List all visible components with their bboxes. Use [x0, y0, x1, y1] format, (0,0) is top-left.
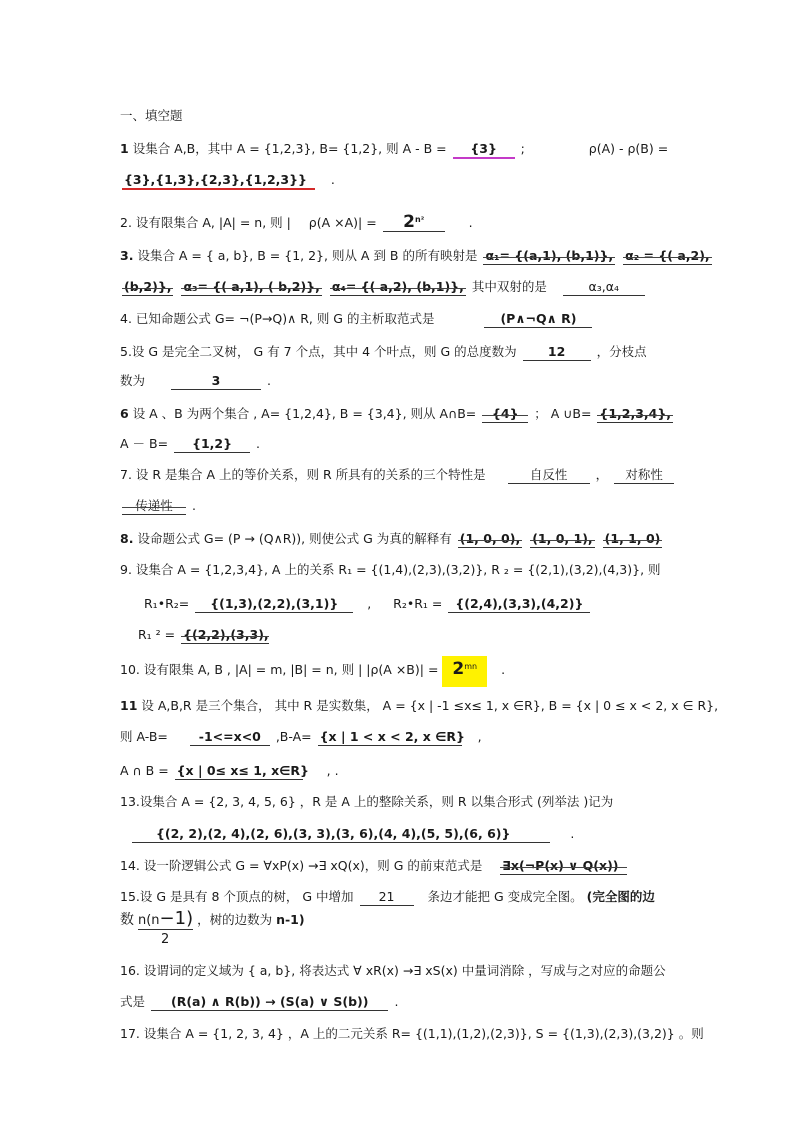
question-text-2: 条边才能把 G 变成完全图。	[427, 889, 583, 904]
question-16-line-2	[120, 994, 398, 1011]
label: ，树的边数为	[197, 912, 273, 927]
punct: .	[394, 994, 399, 1009]
question-3	[120, 248, 714, 265]
question-text-b: ρ(A ×A)| =	[308, 215, 377, 231]
question-text: 4. 已知命题公式 G= ¬(P→Q)∧ R, 则 G 的主析取范式是	[120, 311, 435, 326]
question-3-line-2	[120, 279, 647, 296]
answer-label: A ∩ B =	[120, 763, 169, 778]
question-text: 5.设 G 是完全二叉树， G 有 7 个点，其中 4 个叶点，则 G 的总度数为	[120, 344, 517, 359]
question-8	[120, 531, 664, 548]
question-text: 10. 设有限集 A, B , |A| = m, |B| = n, 则 | |ρ(A ×B)| =	[120, 662, 439, 678]
punct: .	[330, 172, 335, 187]
question-10	[120, 659, 505, 678]
question-text: 17. 设集合 A = {1, 2, 3, 4} ，A 上的二元关系 R= {(1,1),(1,2),(2,3)}, S = {(1,3),(2,3),(3,2)} 。则	[120, 1026, 704, 1041]
question-11-line-2	[120, 729, 482, 746]
question-text: 7. 设 R 是集合 A 上的等价关系，则 R 所具有的关系的三个特性是	[120, 467, 486, 482]
punct: .	[570, 826, 575, 841]
answer-blank: 传递性	[122, 498, 186, 515]
punct: .	[256, 436, 261, 451]
question-text-2: ，分枝点	[596, 344, 647, 359]
question-text: 15.设 G 是具有 8 个顶点的树， G 中增加	[120, 889, 354, 904]
answer-base: 2	[403, 212, 415, 233]
punct: ,	[477, 729, 482, 744]
answer-blank: {x | 0≤ x≤ 1, x∈R}	[176, 763, 309, 778]
question-17	[120, 1026, 704, 1042]
question-6	[120, 406, 675, 423]
relation-label: R₁ ² =	[138, 627, 176, 642]
answer-blank: {1,2,3,4},	[599, 406, 672, 421]
question-text: 设集合 A,B，其中 A = {1,2,3}, B= {1,2}, 则 A - B =	[132, 141, 447, 156]
answer-blank: α₁= {(a,1), (b,1)},	[485, 248, 614, 263]
answer-blank: 对称性	[614, 467, 674, 484]
answer-blank	[383, 212, 445, 232]
answer-blank: 3	[171, 373, 261, 390]
punct: .	[501, 662, 506, 678]
question-number: 8.	[120, 531, 134, 546]
answer-blank: α₃= {( a,1), ( b,2)},	[183, 279, 320, 294]
question-2	[120, 212, 473, 232]
punct: .	[191, 498, 196, 513]
answer-blank: {(2,2),(3,3),	[183, 627, 269, 642]
question-text: 9. 设集合 A = {1,2,3,4}, A 上的关系 R₁ = {(1,4),(2,3),(3,2)}, R ₂ = {(2,1),(3,2),(4,3)}, 则	[120, 562, 661, 577]
question-13	[120, 794, 613, 810]
answer-blank: α₂ = {( a,2),	[625, 248, 710, 263]
question-text: 2. 设有限集合 A, |A| = n, 则 |	[120, 215, 291, 231]
answer-blank: {(1,3),(2,2),(3,1)}	[195, 596, 353, 613]
question-15	[120, 889, 655, 906]
answer-blank: 21	[360, 889, 414, 906]
answer-base: 2	[452, 659, 465, 680]
answer-blank: {(2,4),(3,3),(4,2)}	[448, 596, 590, 613]
answer-label: 则 A-B=	[120, 729, 168, 744]
answer-blank: (1, 0, 1),	[532, 531, 593, 546]
question-5-line-2	[120, 373, 271, 390]
question-11-line-3	[120, 763, 339, 780]
answer-blank: {4}	[482, 406, 528, 423]
question-number: 3.	[120, 248, 134, 263]
question-6-line-2	[120, 436, 260, 453]
note: (完全图的边	[586, 889, 655, 904]
question-number: 11	[120, 698, 138, 713]
question-4	[120, 311, 594, 328]
punct: ;	[520, 141, 525, 156]
answer-blank: (P∧¬Q∧ R)	[484, 311, 592, 328]
fraction-denominator: 2	[161, 932, 170, 947]
section-title: 一、填空题	[120, 108, 183, 123]
question-13-line-2	[130, 826, 574, 843]
question-1	[120, 141, 668, 159]
question-11	[120, 698, 718, 714]
answer-blank: α₄= {( a,2), (b,1)},	[331, 279, 464, 294]
question-text-2: 其中双射的是	[471, 279, 547, 294]
answer-blank: {3}	[453, 141, 515, 159]
question-9-line-2	[144, 596, 592, 613]
question-text: 16. 设谓词的定义域为 { a, b}, 将表达式 ∀ xR(x) →∃ xS(x) 中量词消除 ，写成与之对应的命题公	[120, 963, 666, 978]
punct: .	[266, 373, 271, 388]
question-text: 13.设集合 A = {2, 3, 4, 5, 6} ，R 是 A 上的整除关系，则 R 以集合形式 (列举法 )记为	[120, 794, 614, 809]
question-number: 1	[120, 141, 129, 156]
relation-label: R₂•R₁ =	[393, 596, 443, 611]
question-text: 设命题公式 G= (P → (Q∧R)), 则使公式 G 为真的解释有	[137, 531, 452, 546]
answer-exponent: n²	[415, 215, 425, 224]
note: n-1)	[276, 912, 305, 927]
question-number: 6	[120, 406, 129, 421]
answer-blank: (1, 1, 0)	[604, 531, 661, 546]
fraction-numerator: n(n−1)	[137, 908, 194, 929]
punct: .	[468, 215, 473, 231]
answer-blank: ∃x(¬P(x) ∨ Q(x))	[500, 858, 626, 875]
question-7: 7. 设 R 是集合 A 上的等价关系，则 R 所具有的关系的三个特性是 自反性 ， 对称性	[120, 467, 676, 484]
question-text-3: A － B=	[120, 436, 169, 451]
relation-label: R₁•R₂=	[144, 596, 190, 611]
answer-blank: {x | 1 < x < 2, x ∈R}	[319, 729, 465, 744]
question-1-line-2	[120, 172, 335, 190]
question-15-line-2	[120, 908, 305, 930]
answer-blank: (R(a) ∧ R(b)) → (S(a) ∨ S(b))	[151, 994, 388, 1011]
question-5	[120, 344, 647, 361]
answer-label: ,B-A=	[275, 729, 312, 744]
question-text: 设 A,B,R 是三个集合， 其中 R 是实数集， A = {x | -1 ≤x≤ 1, x ∈R}, B = {x | 0 ≤ x < 2, x ∈ R},	[141, 698, 719, 713]
question-9-line-3	[138, 627, 271, 644]
question-text-3: 数为	[120, 373, 146, 388]
question-text: 设 A 、B 为两个集合 , A= {1,2,4}, B = {3,4}, 则从 A∩B=	[132, 406, 477, 421]
question-text: 设集合 A = { a, b}, B = {1, 2}, 则从 A 到 B 的所有映射是	[137, 248, 478, 263]
answer-blank: -1<=x<0	[190, 729, 270, 746]
question-text-2: ； A ∪B=	[534, 406, 592, 421]
highlighted-answer	[442, 656, 487, 687]
answer-blank: {3},{1,3},{2,3},{1,2,3}}	[122, 172, 315, 190]
question-text-2: ρ(A) - ρ(B) =	[588, 141, 669, 156]
label: 数	[120, 912, 134, 928]
question-text: 14. 设一阶逻辑公式 G = ∀xP(x) →∃ xQ(x)，则 G 的前束范式是	[120, 858, 483, 873]
answer-blank: {1,2}	[174, 436, 250, 453]
question-14	[120, 858, 629, 875]
question-16	[120, 963, 666, 979]
answer-blank: α₃,α₄	[563, 279, 645, 296]
answer-blank: {(2, 2),(2, 4),(2, 6),(3, 3),(3, 6),(4, 4),(5, 5),(6, 6)}	[132, 826, 550, 843]
label: 式是	[120, 994, 146, 1009]
question-9	[120, 562, 661, 578]
punct: , .	[326, 763, 339, 778]
answer-exponent: mn	[464, 662, 478, 671]
answer-blank: (1, 0, 0),	[459, 531, 521, 546]
answer-blank: 自反性	[508, 467, 590, 484]
punct: ,	[367, 596, 372, 611]
answer-blank: (b,2)},	[124, 279, 172, 294]
answer-blank: 12	[523, 344, 591, 361]
question-7-line-2	[120, 498, 196, 515]
